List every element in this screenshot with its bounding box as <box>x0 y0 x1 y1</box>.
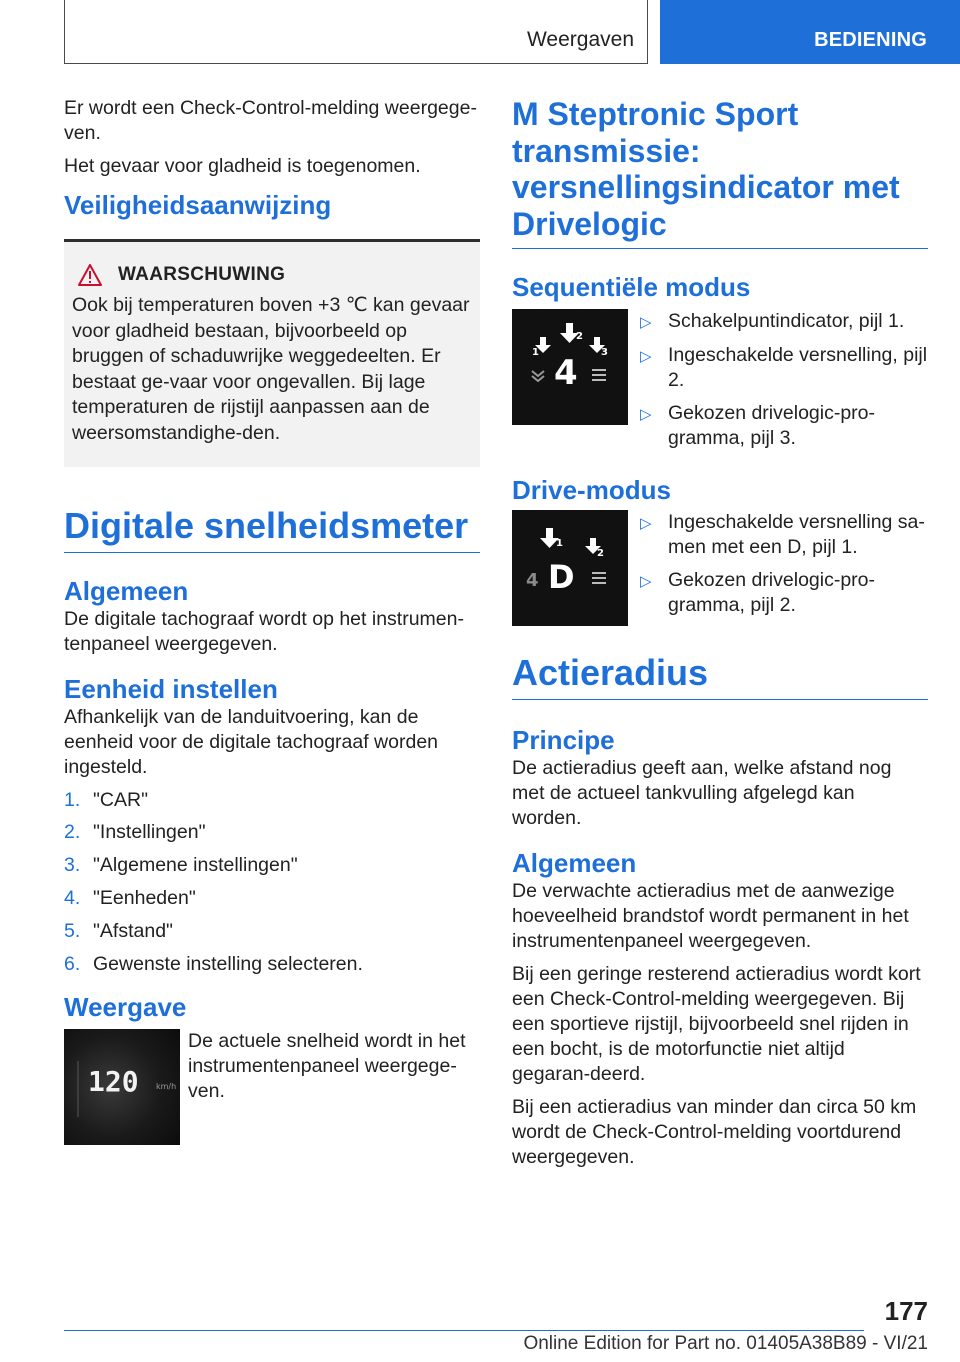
item-text: Schakelpuntindicator, pijl 1. <box>668 310 905 332</box>
general-paragraph-2: Bij een geringe resterend actieradius wordt kort een Check-Control-melding weergegeven. Bij een sportieve rijstijl, bijvoorbeeld snel rijden in een bocht, is de motorfunctie niet altijd gegaran-deerd. <box>512 963 921 1086</box>
list-item <box>64 820 480 845</box>
drive-arrow-label-1: 1 <box>556 538 563 550</box>
sequential-mode-figure <box>512 309 628 425</box>
range-heading: Actieradius <box>512 654 928 700</box>
sequential-graphic <box>512 309 628 425</box>
header-section-title: Weergaven <box>526 28 634 51</box>
item-text: Gekozen drivelogic-pro-gramma, pijl 3. <box>668 401 876 449</box>
sequential-list <box>628 309 928 458</box>
warning-title: WAARSCHUWING <box>118 264 286 285</box>
general-paragraph-1: De verwachte actieradius met de aanwezige hoeveelheid brandstof wordt permanent in het instrumentenpaneel weergegeven. <box>512 880 909 953</box>
item-text: Ingeschakelde versnelling sa-men met een D, pijl 1. <box>668 511 925 559</box>
triangle-bullet-icon: ▷ <box>640 314 652 331</box>
drive-gear: D <box>548 558 575 597</box>
step-number: 6. <box>64 952 81 975</box>
arrow-label-1: 1 <box>532 347 539 358</box>
speed-value: 120 <box>88 1064 139 1098</box>
list-item <box>640 401 928 451</box>
header-section-box <box>64 0 648 64</box>
step-number: 4. <box>64 886 81 909</box>
drive-small-gear: 4 <box>526 570 539 592</box>
triangle-bullet-icon: ▷ <box>640 405 652 423</box>
arrow-label-3: 3 <box>601 347 608 358</box>
drive-list <box>628 510 928 626</box>
left-column <box>64 96 480 1145</box>
digital-speedometer-heading: Digitale snelheidsmeter <box>64 507 480 553</box>
display-text: De actuele snelheid wordt in het instrumentenpaneel weergege-ven. <box>188 1029 466 1102</box>
speed-unit: km/h <box>156 1081 177 1091</box>
arrow-label-2: 2 <box>576 331 583 342</box>
list-item <box>640 309 928 335</box>
footer-edition: Online Edition for Part no. 01405A38B89 - VI/21 <box>523 1333 928 1354</box>
list-item <box>64 952 480 977</box>
step-number: 5. <box>64 919 81 942</box>
principle-heading: Principe <box>512 725 615 756</box>
triangle-bullet-icon: ▷ <box>640 515 652 533</box>
step-text: "Eenheden" <box>93 886 196 909</box>
list-item <box>640 568 928 618</box>
step-number: 1. <box>64 788 81 811</box>
triangle-bullet-icon: ▷ <box>640 573 652 591</box>
drive-row <box>512 510 928 626</box>
triangle-bullet-icon: ▷ <box>640 347 652 365</box>
sequential-gear: 4 <box>554 353 578 393</box>
item-text: Ingeschakelde versnelling, pijl 2. <box>668 343 928 391</box>
speed-display-figure <box>64 1029 180 1145</box>
intro-paragraph-1: Er wordt een Check-Control-melding weergege-ven. <box>64 97 477 144</box>
list-item <box>64 919 480 944</box>
step-text: Gewenste instelling selecteren. <box>93 952 363 975</box>
header-chapter-tab <box>660 0 960 64</box>
general-heading-left: Algemeen <box>64 575 189 606</box>
sequential-heading: Sequentiële modus <box>512 272 751 302</box>
warning-text: Ook bij temperaturen boven +3 ℃ kan gevaar voor gladheid bestaan, bijvoorbeeld op bruggen of schaduwrijke weggedeelten. Er bestaat ge-vaar voor ongevallen. Bij lage temperaturen de rijstijl aanpassen aan de weersomstandighe-den. <box>72 294 470 444</box>
step-number: 3. <box>64 854 81 877</box>
warning-triangle-icon <box>78 264 102 286</box>
item-text: Gekozen drivelogic-pro-gramma, pijl 2. <box>668 569 876 617</box>
display-row <box>64 1029 480 1145</box>
list-item <box>64 853 480 878</box>
principle-text: De actieradius geeft aan, welke afstand nog met de actueel tankvulling afgelegd kan worden. <box>512 757 892 830</box>
list-item <box>640 343 928 393</box>
step-number: 2. <box>64 821 81 844</box>
drive-arrow-label-2: 2 <box>597 548 604 560</box>
unit-steps-list <box>64 788 480 977</box>
drive-graphic <box>512 510 628 626</box>
safety-heading: Veiligheidsaanwijzing <box>64 190 332 220</box>
header-chapter-title: BEDIENING <box>814 29 927 51</box>
general-heading-right: Algemeen <box>512 848 637 879</box>
steptronic-heading: M Steptronic Sport transmissie: versnellingsindicator met Drivelogic <box>512 96 928 249</box>
right-column <box>512 96 928 1178</box>
general-text-left: De digitale tachograaf wordt op het instrumen-tenpaneel weergegeven. <box>64 607 464 655</box>
general-paragraph-3: Bij een actieradius van minder dan circa 50 km wordt de Check-Control-melding voortdurend weergegeven. <box>512 1096 917 1169</box>
list-item <box>640 510 928 560</box>
step-text: "Algemene instellingen" <box>93 854 298 877</box>
step-text: "Afstand" <box>93 919 173 942</box>
step-text: "Instellingen" <box>93 821 206 844</box>
display-text-wrap <box>180 1029 480 1112</box>
intro-paragraph-2: Het gevaar voor gladheid is toegenomen. <box>64 155 421 177</box>
unit-text: Afhankelijk van de landuitvoering, kan de eenheid voor de digitale tachograaf worden ingesteld. <box>64 705 439 778</box>
warning-title-row <box>72 264 472 286</box>
drive-heading: Drive-modus <box>512 475 671 506</box>
page-number: 177 <box>884 1296 928 1326</box>
unit-heading: Eenheid instellen <box>64 673 278 704</box>
speed-display-graphic <box>64 1029 180 1145</box>
drive-mode-figure <box>512 510 628 626</box>
list-item <box>64 788 480 813</box>
step-text: "CAR" <box>93 788 149 811</box>
sequential-row <box>512 309 928 458</box>
warning-box <box>64 239 480 467</box>
list-item <box>64 886 480 911</box>
footer-divider <box>64 1330 864 1331</box>
display-heading: Weergave <box>64 991 187 1022</box>
